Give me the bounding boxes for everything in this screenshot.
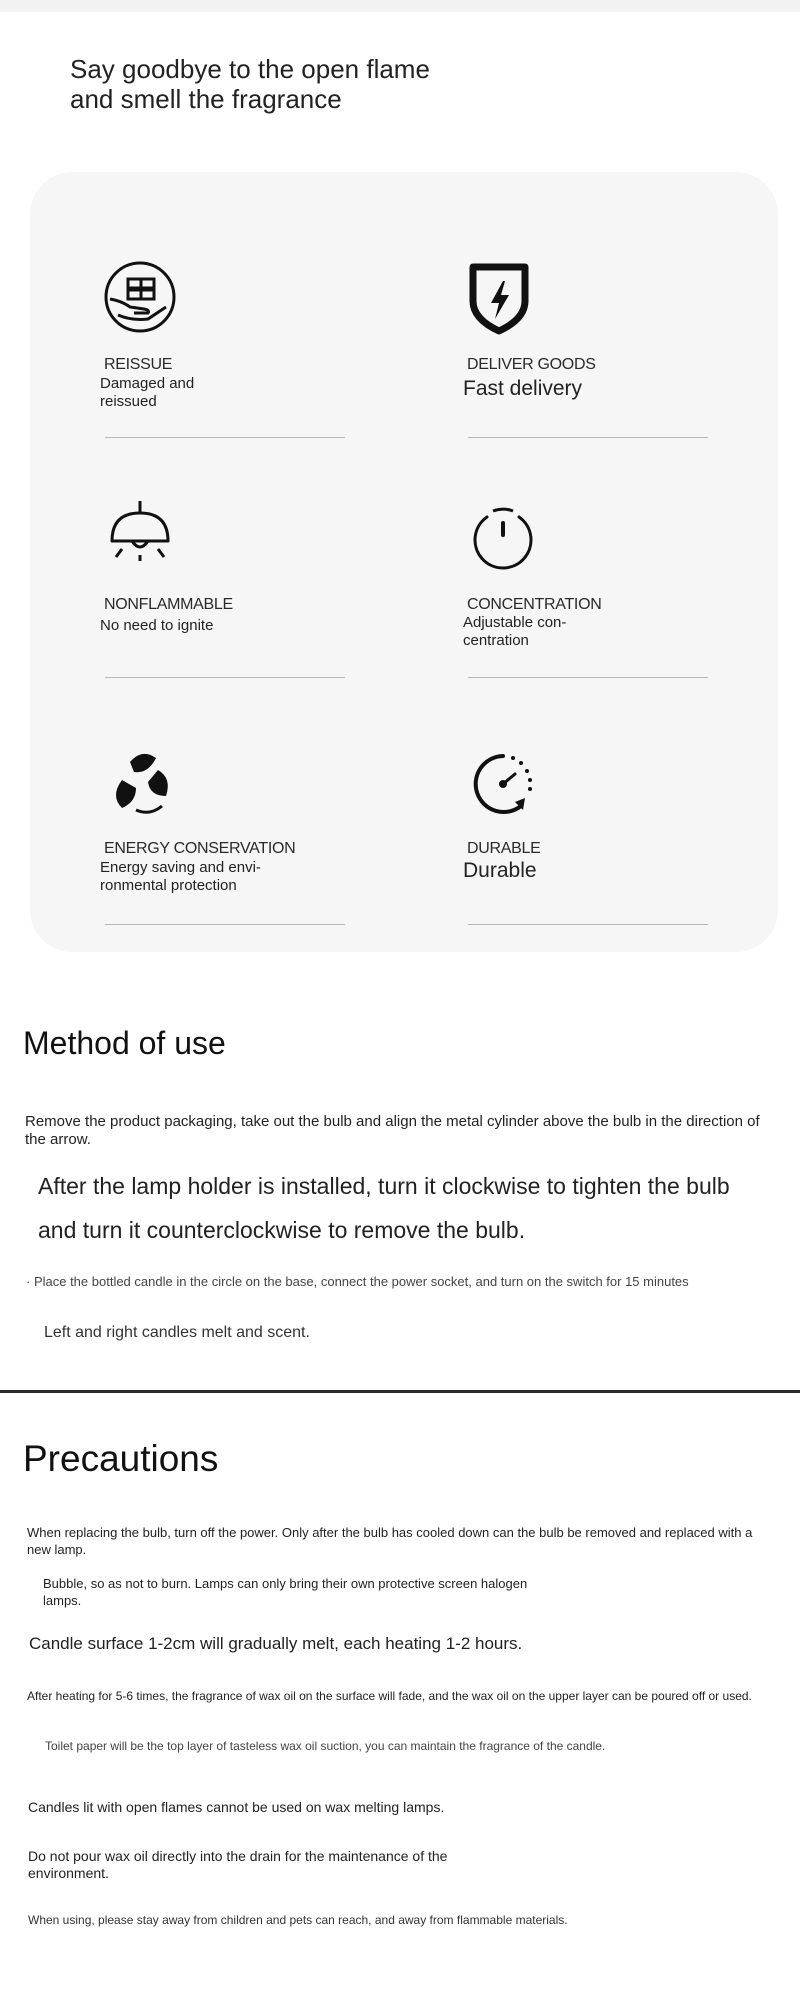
precaution-item: Candles lit with open flames cannot be used on wax melting lamps. <box>28 1799 445 1815</box>
feature-label: CONCENTRATION <box>467 596 602 613</box>
pendant-lamp-icon <box>100 497 180 577</box>
hero-title: Say goodbye to the open flame and smell the fragrance <box>70 54 430 114</box>
precaution-item: Toilet paper will be the top layer of tasteless wax oil suction, you can maintain the fragrance of the candle. <box>45 1739 606 1753</box>
feature-desc: Energy saving and envi- ronmental protection <box>100 859 261 894</box>
precaution-item: After heating for 5-6 times, the fragrance of wax oil on the surface will fade, and the wax oil on the upper layer can be poured off or used. <box>27 1689 752 1703</box>
feature-desc: Adjustable con- centration <box>463 614 567 649</box>
top-strip <box>0 0 800 12</box>
method-step: · Place the bottled candle in the circle on the base, connect the power socket, and turn on the switch for 15 minutes <box>26 1274 689 1289</box>
feature-label: ENERGY CONSERVATION <box>104 840 296 857</box>
feature-label: DURABLE <box>467 840 541 857</box>
feature-label: REISSUE <box>104 356 173 373</box>
precaution-item: When replacing the bulb, turn off the power. Only after the bulb has cooled down can the bulb be removed and replaced with a new lamp. <box>27 1525 753 1557</box>
features-card <box>30 172 778 952</box>
feature-divider <box>105 924 345 925</box>
leaves-recycle-icon <box>100 744 180 824</box>
feature-divider <box>105 677 345 678</box>
precautions-title: Precautions <box>23 1438 219 1479</box>
shield-lightning-icon <box>463 257 543 337</box>
feature-desc: Durable <box>463 859 537 882</box>
feature-divider <box>468 437 708 438</box>
feature-durable <box>463 744 723 944</box>
feature-label: DELIVER GOODS <box>467 356 596 373</box>
feature-deliver-goods <box>463 257 723 457</box>
hero-section <box>0 12 800 982</box>
feature-divider <box>468 677 708 678</box>
precaution-item: Candle surface 1-2cm will gradually melt, each heating 1-2 hours. <box>29 1634 523 1653</box>
hand-box-icon <box>100 257 180 337</box>
method-step: Remove the product packaging, take out the bulb and align the metal cylinder above the bulb in the direction of the arrow. <box>25 1113 760 1148</box>
method-title: Method of use <box>23 1025 226 1061</box>
timer-icon <box>463 744 543 824</box>
method-step: After the lamp holder is installed, turn it clockwise to tighten the bulb and turn it counterclockwise to remove the bulb. <box>38 1173 730 1243</box>
feature-divider <box>105 437 345 438</box>
feature-concentration <box>463 497 723 697</box>
feature-desc: Damaged and reissued <box>100 375 195 410</box>
section-divider <box>0 1390 800 1393</box>
feature-energy-conservation <box>100 744 360 944</box>
precaution-item: Bubble, so as not to burn. Lamps can only bring their own protective screen halogen lamps. <box>43 1576 528 1608</box>
feature-divider <box>468 924 708 925</box>
feature-desc: Fast delivery <box>463 377 583 400</box>
feature-desc: No need to ignite <box>100 617 214 634</box>
method-step: Left and right candles melt and scent. <box>44 1324 310 1341</box>
precaution-item: When using, please stay away from children and pets can reach, and away from flammable materials. <box>28 1913 568 1927</box>
feature-reissue <box>100 257 360 457</box>
power-dial-icon <box>463 497 543 577</box>
precaution-item: Do not pour wax oil directly into the drain for the maintenance of the environment. <box>28 1848 448 1881</box>
feature-label: NONFLAMMABLE <box>104 596 233 613</box>
feature-nonflammable <box>100 497 360 697</box>
